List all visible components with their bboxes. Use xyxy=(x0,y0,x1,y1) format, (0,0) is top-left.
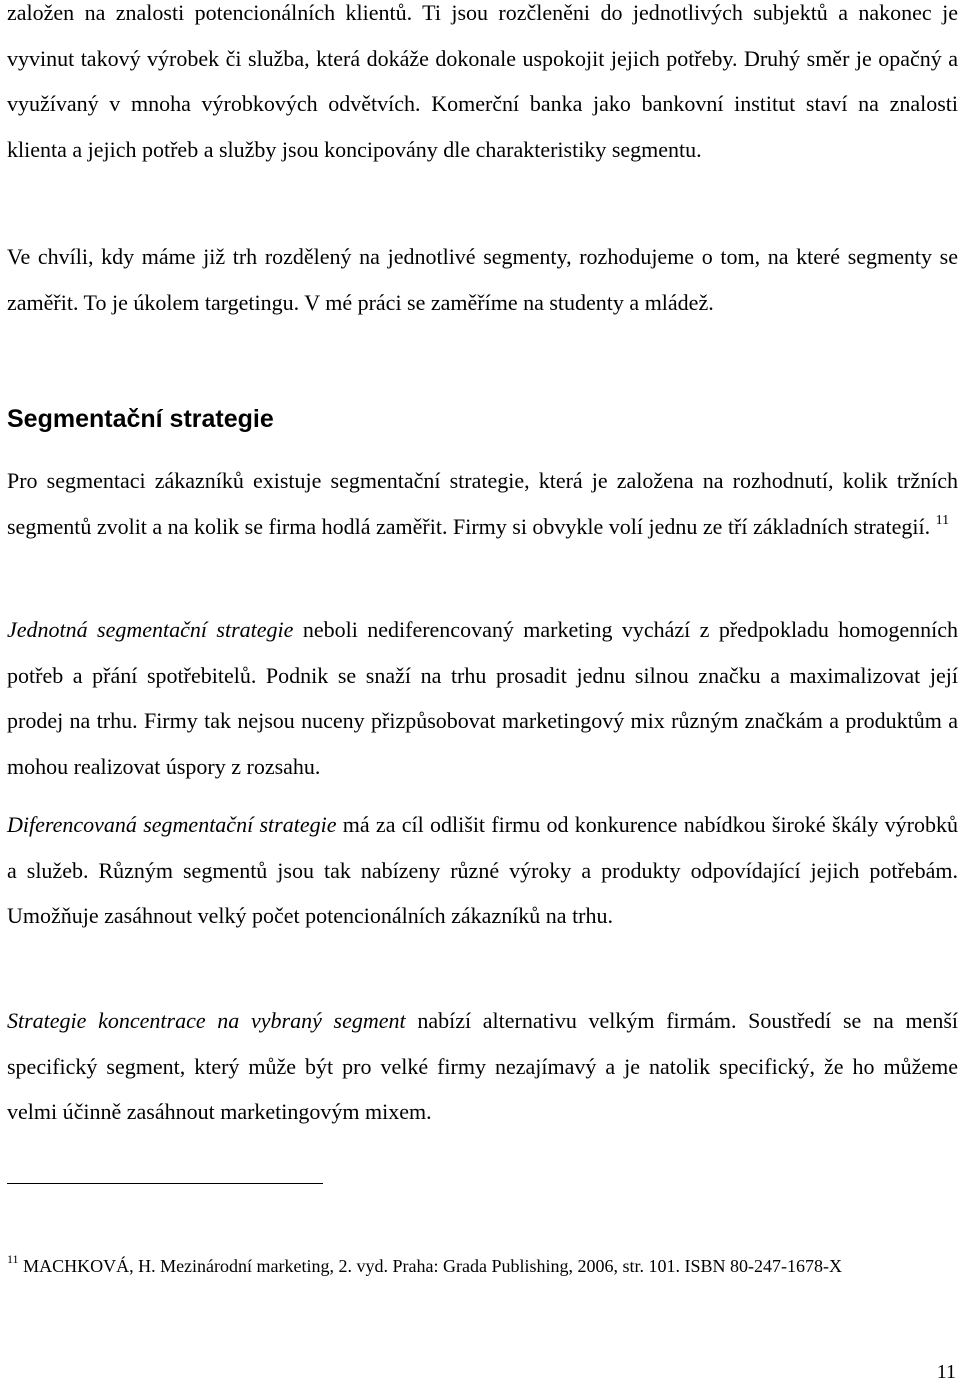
body-paragraph: Ve chvíli, kdy máme již trh rozdělený na jednotlivé segmenty, rozhodujeme o tom, na které segmenty se zaměřit. To je úkolem targetingu. V mé práci se zaměříme na studenty a mládež. xyxy=(7,244,958,315)
section-heading: Segmentační strategie xyxy=(7,405,274,433)
page-number: 11 xyxy=(936,1361,956,1383)
body-paragraph xyxy=(7,607,958,789)
body-paragraph xyxy=(7,458,958,549)
footnote-text: MACHKOVÁ, H. Mezinárodní marketing, 2. vyd. Praha: Grada Publishing, 2006, str. 101. ISBN 80-247-1678-X xyxy=(18,1256,842,1276)
strategy-term: Strategie koncentrace na vybraný segment xyxy=(7,1008,406,1033)
body-paragraph xyxy=(7,998,958,1135)
body-paragraph xyxy=(7,802,958,939)
paragraph-text: neboli nediferencovaný marketing vychází z předpokladu homogenních potřeb a přání spotřebitelů. Podnik se snaží na trhu prosadit jednu silnou značku a maximalizovat její prodej na trhu. Firmy tak nejsou nuceny přizpůsobovat marketingový mix různým značkám a produktům a mohou realizovat úspory z rozsahu. xyxy=(7,617,958,779)
paragraph-text: nabízí alternativu velkým firmám. Soustředí se na menší specifický segment, který může být pro velké firmy nezajímavý a je natolik specifický, že ho můžeme velmi účinně zasáhnout marketingovým mixem. xyxy=(7,1008,958,1124)
paragraph-text: Pro segmentaci zákazníků existuje segmentační strategie, která je založena na rozhodnutí, kolik tržních segmentů zvolit a na kolik se firma hodlá zaměřit. Firmy si obvykle volí jednu ze tří základních strategií. xyxy=(7,468,958,539)
footnote-reference: 11 xyxy=(935,512,950,528)
strategy-term: Jednotná segmentační strategie xyxy=(7,617,294,642)
body-paragraph: založen na znalosti potencionálních klientů. Ti jsou rozčleněni do jednotlivých subjektů a nakonec je vyvinut takový výrobek či služba, která dokáže dokonale uspokojit jejich potřeby. Druhý směr je opačný a využívaný v mnoha výrobkových odvětvích. Komerční banka jako bankovní institut staví na znalosti klienta a jejich potřeb a služby jsou koncipovány dle charakteristiky segmentu. xyxy=(7,0,958,162)
footnote-number: 11 xyxy=(7,1252,19,1266)
strategy-term: Diferencovaná segmentační strategie xyxy=(7,812,337,837)
footnote xyxy=(7,1246,958,1286)
paragraph-text: má za cíl odlišit firmu od konkurence nabídkou široké škály výrobků a služeb. Různým segmentů jsou tak nabízeny různé výroky a produkty odpovídající jejich potřebám. Umožňuje zasáhnout velký počet potencionálních zákazníků na trhu. xyxy=(7,812,959,928)
footnote-divider xyxy=(7,1183,323,1184)
